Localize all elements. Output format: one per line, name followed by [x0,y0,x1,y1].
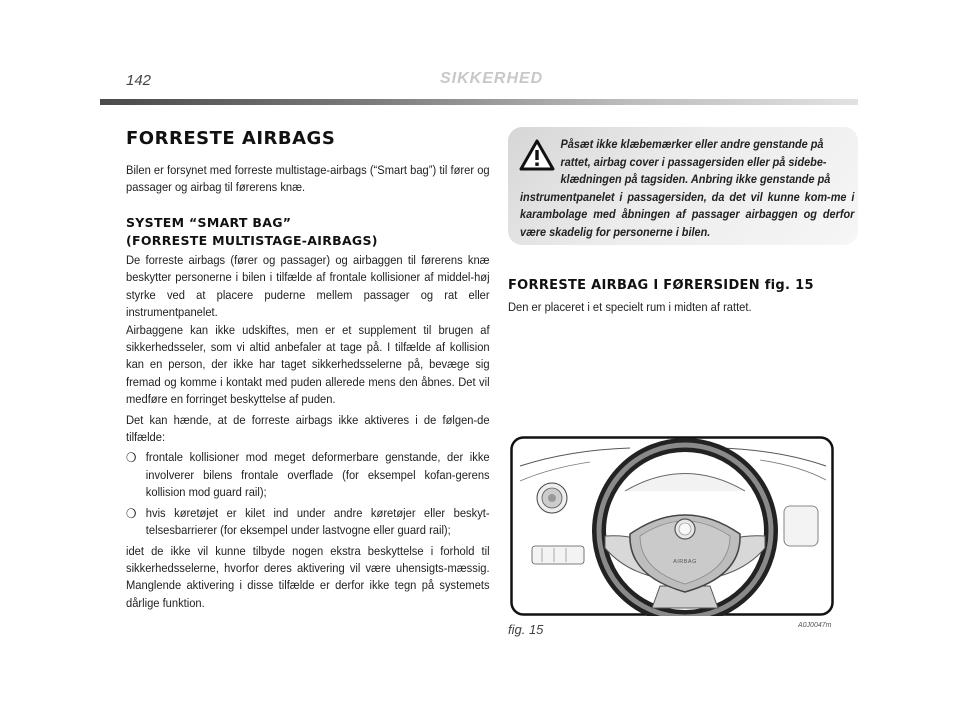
airbag-label: AIRBAG [673,559,697,565]
figure-code: A0J0047m [798,622,832,629]
paragraph-3: Det kan hænde, at de forreste airbags ikke aktiveres i de følgen-de tilfælde: [126,412,490,445]
paragraph-1: De forreste airbags (fører og passager) og airbaggen til førerens knæ beskytter personerne i bilen i tilfælde af frontale kollisioner af middel-høj styrke ved at placere puderne mellem passager og rat eller instrumentpanelet. [126,253,490,320]
driver-airbag-text: Den er placeret i et specielt rum i midten af rattet. [508,300,752,314]
subheading-smart-bag [126,214,490,250]
bullet-circle-icon: ❍ [126,450,137,466]
paragraph-2: Airbaggene kan ikke udskiftes, men er et supplement til brugen af sikkerhedsseler, som vi altid anbefaler at tage på. I tilfælde af kollision kan en person, der ikke har taget sikkerhedsselerne på, bevæge sig fremad og komme i kontakt med puden allerede mens den åbnes. Det vil medføre en forringet beskyttelse af puden. [126,322,490,407]
body-text [126,252,490,615]
driver-airbag-subheading: FORRESTE AIRBAG I FØRERSIDEN fig. 15 [508,278,814,293]
page-heading: FORRESTE AIRBAGS [126,128,336,149]
warning-text [520,136,854,241]
list-item-text: frontale kollisioner mod meget deformerbare genstande, der ikke involverer bilens frontale overflade (for eksempel kofan-gerens kollision mod guard rail); [145,450,490,500]
bullet-circle-icon: ❍ [126,505,137,521]
warning-rest: instrumentpanelet i passagersiden, da det vil kunne kom-me i karambolage med åbningen af passager airbaggen og derfor være skadelig for personerne i bilen. [520,189,855,239]
warning-line-1: Påsæt ikke klæbemærker eller andre genstande på [560,137,824,151]
section-title: SIKKERHED [440,70,544,87]
warning-line-2: rattet, airbag cover i passagersiden eller på sidebe- [560,154,827,169]
paragraph-4: idet de ikke vil kunne tilbyde nogen ekstra beskyttelse i forhold til sikkerhedsselerne, hvorfor deres aktivering vil være uhensigts-mæssig. Manglende aktivering i disse tilfælde er derfor ikke tegn på systemets dårlige funktion. [126,543,490,610]
figure-caption: fig. 15 [508,622,544,637]
warning-line-3: klædningen på tagsiden. Anbring ikke genstande på [560,172,831,186]
list-item-text: hvis køretøjet er kilet ind under andre køretøjer eller beskyt-telsesbarrierer (for eksempel under lastvogne eller guard rail); [145,505,490,538]
list-item [126,449,490,501]
steering-wheel-figure [510,436,834,616]
list-item [126,505,490,540]
subheading-line2: (FORRESTE MULTISTAGE-AIRBAGS) [126,233,378,248]
subheading-line1: SYSTEM “SMART BAG” [126,215,292,230]
header-rule [100,99,858,105]
intro-text: Bilen er forsynet med forreste multistage-airbags (“Smart bag”) til fører og passager og airbag til førerens knæ. [126,163,490,195]
page-number: 142 [126,72,152,89]
intro-paragraph [126,162,490,200]
